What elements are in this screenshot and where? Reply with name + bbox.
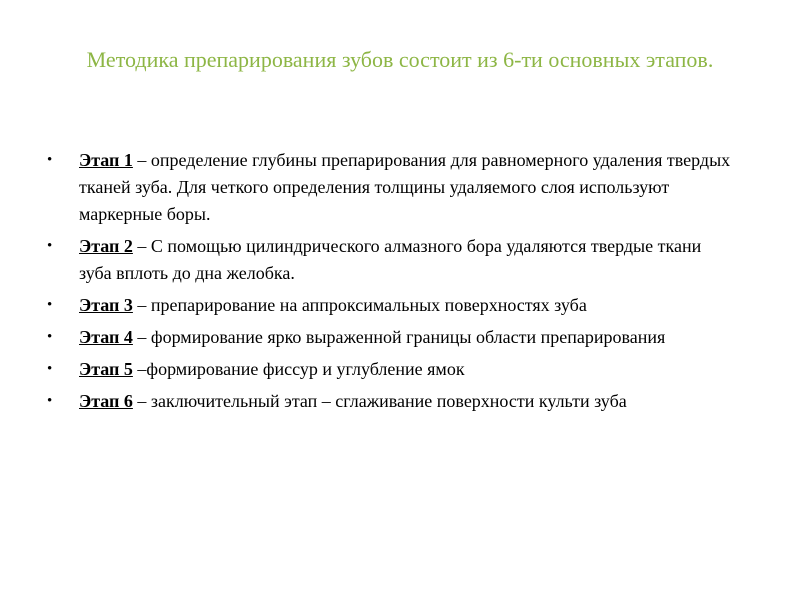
stage-description: – заключительный этап – сглаживание поверхности культи зуба	[132, 391, 627, 411]
bullet-icon: •	[47, 393, 53, 409]
list-item-stage-1	[44, 147, 734, 228]
stage-label: Этап 2	[79, 236, 133, 256]
stage-label: Этап 6	[79, 391, 133, 411]
stage-label: Этап 3	[79, 295, 133, 315]
bullet-icon: •	[47, 361, 53, 377]
list-item-stage-5	[44, 356, 734, 383]
slide-title: Методика препарирования зубов состоит из 6-ти основных этапов.	[86, 47, 714, 72]
bullet-icon: •	[47, 329, 53, 345]
stage-list	[44, 147, 734, 420]
stage-description: – определение глубины препарирования для равномерного удаления твердых тканей зуба. Для четкого определения толщины удаляемого слоя используют маркерные боры.	[79, 150, 731, 224]
stage-label: Этап 5	[79, 359, 133, 379]
bullet-icon: •	[47, 152, 53, 168]
stage-label: Этап 4	[79, 327, 133, 347]
stage-label: Этап 1	[79, 150, 133, 170]
bullet-icon: •	[47, 297, 53, 313]
bullet-icon: •	[47, 238, 53, 254]
list-item-stage-4	[44, 324, 734, 351]
stage-description: – препарирование на аппроксимальных поверхностях зуба	[132, 295, 587, 315]
stage-description: –формирование фиссур и углубление ямок	[132, 359, 465, 379]
stage-description: – С помощью цилиндрического алмазного бора удаляются твердые ткани зуба вплоть до дна желобка.	[79, 236, 702, 283]
list-item-stage-6	[44, 388, 734, 415]
stage-description: – формирование ярко выраженной границы области препарирования	[132, 327, 666, 347]
list-item-stage-3	[44, 292, 734, 319]
list-item-stage-2	[44, 233, 734, 287]
